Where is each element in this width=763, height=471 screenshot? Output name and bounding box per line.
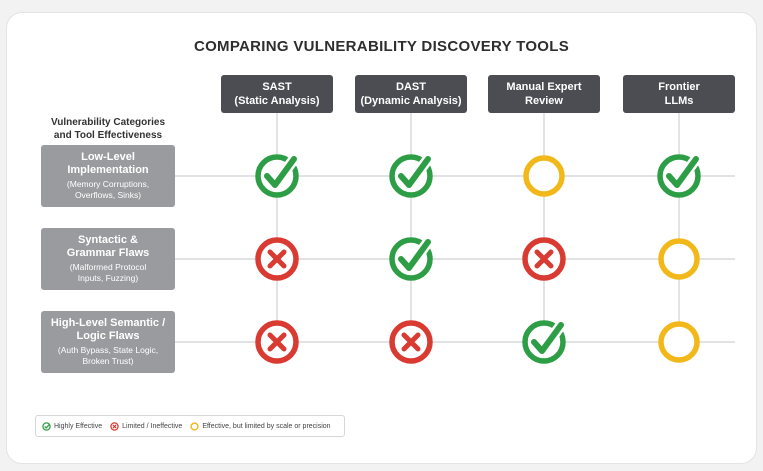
legend-item-cross (110, 422, 182, 431)
rating-cross-icon (258, 240, 296, 278)
rating-partial-icon (526, 158, 562, 194)
column-header-dast: DAST (Dynamic Analysis) (355, 75, 467, 113)
category-heading: Vulnerability Categories and Tool Effectiveness (50, 117, 166, 141)
row-title: High-Level Semantic / Logic Flaws (50, 317, 166, 342)
column-header-frontier-llms: Frontier LLMs (623, 75, 735, 113)
rating-cross-icon (525, 240, 563, 278)
rating-cross-icon (392, 323, 430, 361)
column-header-manual-review: Manual Expert Review (488, 75, 600, 113)
rating-check-icon (525, 323, 563, 361)
column-header-sast: SAST (Static Analysis) (221, 75, 333, 113)
rating-check-icon (660, 157, 698, 195)
rating-cross-icon (258, 323, 296, 361)
legend-label: Limited / Ineffective (122, 422, 183, 430)
legend-label: Effective, but limited by scale or precision (202, 422, 331, 430)
cross-icon (110, 422, 119, 431)
legend (35, 415, 345, 437)
rating-check-icon (392, 240, 430, 278)
row-subtitle: (Malformed Protocol Inputs, Fuzzing) (69, 262, 147, 283)
partial-circle-icon (190, 422, 199, 431)
rating-partial-icon (661, 324, 697, 360)
rating-partial-icon (661, 241, 697, 277)
rating-check-icon (392, 157, 430, 195)
row-subtitle: (Auth Bypass, State Logic, Broken Trust) (57, 345, 159, 366)
check-icon (42, 422, 51, 431)
row-title: Low-Level Implementation (67, 151, 149, 176)
legend-item-partial (190, 422, 330, 431)
rating-check-icon (258, 157, 296, 195)
legend-item-check (42, 422, 102, 431)
page-title: COMPARING VULNERABILITY DISCOVERY TOOLS (193, 38, 570, 55)
legend-label: Highly Effective (54, 422, 103, 430)
row-subtitle: (Memory Corruptions, Overflows, Sinks) (66, 179, 150, 200)
row-title: Syntactic & Grammar Flaws (66, 234, 150, 259)
